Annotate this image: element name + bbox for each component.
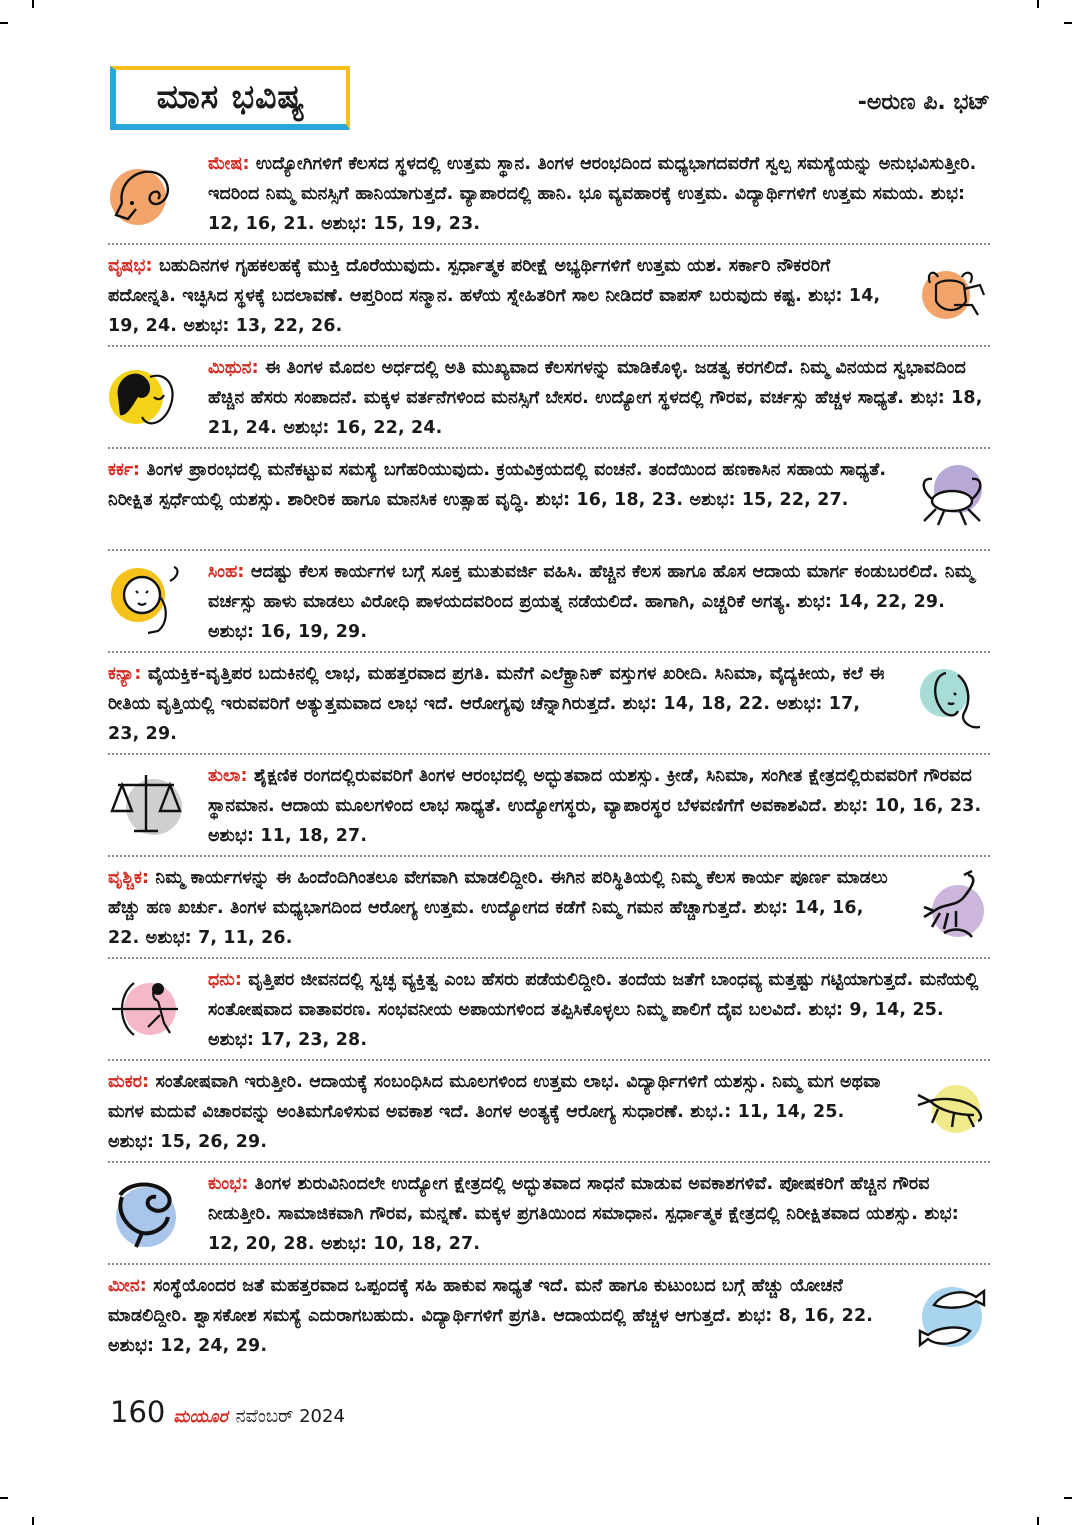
- sign-name: ಸಿಂಹ:: [208, 562, 245, 582]
- horoscope-entry-karka: [108, 449, 990, 551]
- sign-name: ವೃಷಭ:: [108, 256, 153, 276]
- crop-mark: [0, 22, 8, 24]
- sign-name: ಕುಂಭ:: [208, 1174, 249, 1194]
- sign-name: ವೃಶ್ಚಿಕ:: [108, 868, 150, 888]
- entry-text: ಬಹುದಿನಗಳ ಗೃಹಕಲಹಕ್ಕೆ ಮುಕ್ತಿ ದೊರೆಯುವುದು. ಸ್ಪರ್ಧಾತ್ಮಕ ಪರೀಕ್ಷೆ ಅಭ್ಯರ್ಥಿಗಳಿಗೆ ಉತ್ತಮ ಯಶ. ಸರ್ಕಾರಿ ನೌಕರರಿಗೆ ಪದೋನ್ನತಿ. ಇಚ್ಛಿಸಿದ ಸ್ಥಳಕ್ಕೆ ಬದಲಾವಣೆ. ಆಪ್ತರಿಂದ ಸನ್ಮಾನ. ಹಳೆಯ ಸ್ನೇಹಿತರಿಗೆ ಸಾಲ ನೀಡಿದರೆ ವಾಪಸ್ ಬರುವುದು ಕಷ್ಟ. ಶುಭ: 14, 19, 24. ಅಶುಭ: 13, 22, 26.: [108, 256, 881, 336]
- sign-name: ಧನು:: [208, 970, 242, 990]
- page-number: 160: [110, 1395, 166, 1429]
- crop-mark: [1037, 0, 1039, 8]
- sign-name: ತುಲಾ:: [208, 766, 248, 786]
- horoscope-entry-tula: [108, 755, 990, 857]
- sign-name: ಕರ್ಕ:: [108, 460, 141, 480]
- ram-icon: [108, 153, 184, 233]
- entry-text: ಶೈಕ್ಷಣಿಕ ರಂಗದಲ್ಲಿರುವವರಿಗೆ ತಿಂಗಳ ಆರಂಭದಲ್ಲಿ ಅದ್ಭುತವಾದ ಯಶಸ್ಸು. ಕ್ರೀಡೆ, ಸಿನಿಮಾ, ಸಂಗೀತ ಕ್ಷೇತ್ರದಲ್ಲಿರುವವರಿಗೆ ಗೌರವದ ಸ್ಥಾನಮಾನ. ಆದಾಯ ಮೂಲಗಳಿಂದ ಲಾಭ ಸಾಧ್ಯತೆ. ಉದ್ಯೋಗಸ್ಥರು, ವ್ಯಾಪಾರಸ್ಥರ ಬೆಳವಣಿಗೆಗೆ ಅವಕಾಶವಿದೆ. ಶುಭ: 10, 16, 23. ಅಶುಭ: 11, 18, 27.: [208, 766, 982, 846]
- entry-text: ನಿಮ್ಮ ಕಾರ್ಯಗಳನ್ನು ಈ ಹಿಂದೆಂದಿಗಿಂತಲೂ ವೇಗವಾಗಿ ಮಾಡಲಿದ್ದೀರಿ. ಈಗಿನ ಪರಿಸ್ಥಿತಿಯಲ್ಲಿ ನಿಮ್ಮ ಕೆಲಸ ಕಾರ್ಯ ಪೂರ್ಣ ಮಾಡಲು ಹೆಚ್ಚು ಹಣ ಖರ್ಚು. ತಿಂಗಳ ಮಧ್ಯಭಾಗದಿಂದ ಆರೋಗ್ಯ ಉತ್ತಮ. ಉದ್ಯೋಗದ ಕಡೆಗೆ ನಿಮ್ಮ ಗಮನ ಹೆಚ್ಚಾಗುತ್ತದೆ. ಶುಭ: 14, 16, 22. ಅಶುಭ: 7, 11, 26.: [108, 868, 888, 948]
- horoscope-entry-dhanu: [108, 959, 990, 1061]
- horoscope-list: [108, 143, 990, 1367]
- lion-icon: [108, 561, 184, 641]
- crop-mark: [32, 0, 34, 8]
- issue-month: ನವೆಂಬರ್ 2024: [235, 1406, 345, 1427]
- page-footer: [110, 1395, 345, 1429]
- scales-icon: [108, 765, 184, 845]
- horoscope-entry-simha: [108, 551, 990, 653]
- crocodile-icon: [914, 1071, 990, 1151]
- entry-text: ಆದಷ್ಟು ಕೆಲಸ ಕಾರ್ಯಗಳ ಬಗ್ಗೆ ಸೂಕ್ತ ಮುತುವರ್ಜಿ ವಹಿಸಿ. ಹೆಚ್ಚಿನ ಕೆಲಸ ಹಾಗೂ ಹೊಸ ಆದಾಯ ಮಾರ್ಗ ಕಂಡುಬರಲಿದೆ. ನಿಮ್ಮ ವರ್ಚಸ್ಸು ಹಾಳು ಮಾಡಲು ವಿರೋಧಿ ಪಾಳಯದವರಿಂದ ಪ್ರಯತ್ನ ನಡೆಯಲಿದೆ. ಹಾಗಾಗಿ, ಎಚ್ಚರಿಕೆ ಅಗತ್ಯ. ಶುಭ: 14, 22, 29. ಅಶುಭ: 16, 19, 29.: [208, 562, 974, 642]
- entry-text: ಸಂತೋಷವಾಗಿ ಇರುತ್ತೀರಿ. ಆದಾಯಕ್ಕೆ ಸಂಬಂಧಿಸಿದ ಮೂಲಗಳಿಂದ ಉತ್ತಮ ಲಾಭ. ವಿದ್ಯಾರ್ಥಿಗಳಿಗೆ ಯಶಸ್ಸು. ನಿಮ್ಮ ಮಗ ಅಥವಾ ಮಗಳ ಮದುವೆ ವಿಚಾರವನ್ನು ಅಂತಿಮಗೊಳಿಸುವ ಅವಕಾಶ ಇದೆ. ತಿಂಗಳ ಅಂತ್ಯಕ್ಕೆ ಆರೋಗ್ಯ ಸುಧಾರಣೆ. ಶುಭ.: 11, 14, 25. ಅಶುಭ: 15, 26, 29.: [108, 1072, 881, 1152]
- fish-icon: [914, 1275, 990, 1355]
- scorpion-icon: [914, 867, 990, 947]
- entry-text: ವೈಯಕ್ತಿಕ-ವೃತ್ತಿಪರ ಬದುಕಿನಲ್ಲಿ ಲಾಭ, ಮಹತ್ತರವಾದ ಪ್ರಗತಿ. ಮನೆಗೆ ಎಲೆಕ್ಟ್ರಾನಿಕ್ ವಸ್ತುಗಳ ಖರೀದಿ. ಸಿನಿಮಾ, ವೈದ್ಯಕೀಯ, ಕಲೆ ಈ ರೀತಿಯ ವೃತ್ತಿಯಲ್ಲಿ ಇರುವವರಿಗೆ ಅತ್ಯುತ್ತಮವಾದ ಲಾಭ ಇದೆ. ಆರೋಗ್ಯವು ಚೆನ್ನಾಗಿರುತ್ತದೆ. ಶುಭ: 14, 18, 22. ಅಶುಭ: 17, 23, 29.: [108, 664, 885, 744]
- horoscope-entry-meena: [108, 1265, 990, 1367]
- author-name: -ಅರುಣ ಪಿ. ಭಟ್: [857, 90, 990, 115]
- sign-name: ಮಕರ:: [108, 1072, 150, 1092]
- maiden-icon: [914, 663, 990, 743]
- magazine-name: ಮಯೂರ: [173, 1407, 228, 1427]
- crop-mark: [0, 1497, 8, 1499]
- horoscope-entry-kanya: [108, 653, 990, 755]
- entry-text: ಉದ್ಯೋಗಿಗಳಿಗೆ ಕೆಲಸದ ಸ್ಥಳದಲ್ಲಿ ಉತ್ತಮ ಸ್ಥಾನ. ತಿಂಗಳ ಆರಂಭದಿಂದ ಮಧ್ಯಭಾಗದವರೆಗೆ ಸ್ವಲ್ಪ ಸಮಸ್ಯೆಯನ್ನು ಅನುಭವಿಸುತ್ತೀರಿ. ಇದರಿಂದ ನಿಮ್ಮ ಮನಸ್ಸಿಗೆ ಹಾನಿಯಾಗುತ್ತದೆ. ವ್ಯಾಪಾರದಲ್ಲಿ ಹಾನಿ. ಭೂ ವ್ಯವಹಾರಕ್ಕೆ ಉತ್ತಮ. ವಿದ್ಯಾರ್ಥಿಗಳಿಗೆ ಉತ್ತಮ ಸಮಯ. ಶುಭ: 12, 16, 21. ಅಶುಭ: 15, 19, 23.: [208, 154, 977, 234]
- horoscope-entry-vrishabha: [108, 245, 990, 347]
- sign-name: ಮಿಥುನ:: [208, 358, 259, 378]
- crab-icon: [914, 459, 990, 539]
- crop-mark: [1037, 1517, 1039, 1525]
- water-bearer-icon: [108, 1173, 184, 1253]
- entry-text: ಸಂಸ್ಥೆಯೊಂದರ ಜತೆ ಮಹತ್ತರವಾದ ಒಪ್ಪಂದಕ್ಕೆ ಸಹಿ ಹಾಕುವ ಸಾಧ್ಯತೆ ಇದೆ. ಮನೆ ಹಾಗೂ ಕುಟುಂಬದ ಬಗ್ಗೆ ಹೆಚ್ಚು ಯೋಚನೆ ಮಾಡಲಿದ್ದೀರಿ. ಶ್ವಾಸಕೋಶ ಸಮಸ್ಯೆ ಎದುರಾಗಬಹುದು. ವಿದ್ಯಾರ್ಥಿಗಳಿಗೆ ಪ್ರಗತಿ. ಆದಾಯದಲ್ಲಿ ಹೆಚ್ಚಳ ಆಗುತ್ತದೆ. ಶುಭ: 8, 16, 22. ಅಶುಭ: 12, 24, 29.: [108, 1276, 874, 1356]
- horoscope-entry-kumbha: [108, 1163, 990, 1265]
- page-title: ಮಾಸ ಭವಿಷ್ಯ: [156, 77, 306, 116]
- sign-name: ಮೀನ:: [108, 1276, 147, 1296]
- horoscope-entry-makara: [108, 1061, 990, 1163]
- twins-icon: [108, 357, 184, 437]
- bull-icon: [914, 255, 990, 335]
- sign-name: ಕನ್ಯಾ:: [108, 664, 142, 684]
- entry-text: ವೃತ್ತಿಪರ ಜೀವನದಲ್ಲಿ ಸ್ವಚ್ಛ ವ್ಯಕ್ತಿತ್ವ ಎಂಬ ಹೆಸರು ಪಡೆಯಲಿದ್ದೀರಿ. ತಂದೆಯ ಜತೆಗೆ ಬಾಂಧವ್ಯ ಮತ್ತಷ್ಟು ಗಟ್ಟಿಯಾಗುತ್ತದೆ. ಮನೆಯಲ್ಲಿ ಸಂತೋಷವಾದ ವಾತಾವರಣ. ಸಂಭವನೀಯ ಅಪಾಯಗಳಿಂದ ತಪ್ಪಿಸಿಕೊಳ್ಳಲು ನಿಮ್ಮ ಪಾಲಿಗೆ ದೈವ ಬಲವಿದೆ. ಶುಭ: 9, 14, 25. ಅಶುಭ: 17, 23, 28.: [208, 970, 979, 1050]
- crop-mark: [1064, 1497, 1072, 1499]
- sign-name: ಮೇಷ:: [208, 154, 250, 174]
- horoscope-entry-mithuna: [108, 347, 990, 449]
- page-title-box: [110, 66, 350, 130]
- crop-mark: [1064, 22, 1072, 24]
- entry-text: ತಿಂಗಳ ಪ್ರಾರಂಭದಲ್ಲಿ ಮನೆಕಟ್ಟುವ ಸಮಸ್ಯೆ ಬಗೆಹರಿಯುವುದು. ಕ್ರಯವಿಕ್ರಯದಲ್ಲಿ ವಂಚನೆ. ತಂದೆಯಿಂದ ಹಣಕಾಸಿನ ಸಹಾಯ ಸಾಧ್ಯತೆ. ನಿರೀಕ್ಷಿತ ಸ್ಪರ್ಧೆಯಲ್ಲಿ ಯಶಸ್ಸು. ಶಾರೀರಿಕ ಹಾಗೂ ಮಾನಸಿಕ ಉತ್ಸಾಹ ವೃದ್ಧಿ. ಶುಭ: 16, 18, 23. ಅಶುಭ: 15, 22, 27.: [108, 460, 887, 510]
- entry-text: ತಿಂಗಳ ಶುರುವಿನಿಂದಲೇ ಉದ್ಯೋಗ ಕ್ಷೇತ್ರದಲ್ಲಿ ಅದ್ಭುತವಾದ ಸಾಧನೆ ಮಾಡುವ ಅವಕಾಶಗಳಿವೆ. ಪೋಷಕರಿಗೆ ಹೆಚ್ಚಿನ ಗೌರವ ನೀಡುತ್ತೀರಿ. ಸಾಮಾಜಿಕವಾಗಿ ಗೌರವ, ಮನ್ನಣೆ. ಮಕ್ಕಳ ಪ್ರಗತಿಯಿಂದ ಸಮಾಧಾನ. ಸ್ಪರ್ಧಾತ್ಮಕ ಕ್ಷೇತ್ರದಲ್ಲಿ ನಿರೀಕ್ಷಿತವಾದ ಯಶಸ್ಸು. ಶುಭ: 12, 20, 28. ಅಶುಭ: 10, 18, 27.: [208, 1174, 959, 1254]
- archer-icon: [108, 969, 184, 1049]
- entry-text: ಈ ತಿಂಗಳ ಮೊದಲ ಅರ್ಧದಲ್ಲಿ ಅತಿ ಮುಖ್ಯವಾದ ಕೆಲಸಗಳನ್ನು ಮಾಡಿಕೊಳ್ಳಿ. ಜಡತ್ವ ಕರಗಲಿದೆ. ನಿಮ್ಮ ವಿನಯದ ಸ್ವಭಾವದಿಂದ ಹೆಚ್ಚಿನ ಹೆಸರು ಸಂಪಾದನೆ. ಮಕ್ಕಳ ವರ್ತನೆಗಳಿಂದ ಮನಸ್ಸಿಗೆ ಬೇಸರ. ಉದ್ಯೋಗ ಸ್ಥಳದಲ್ಲಿ ಗೌರವ, ವರ್ಚಸ್ಸು ಹೆಚ್ಚಳ ಸಾಧ್ಯತೆ. ಶುಭ: 18, 21, 24. ಅಶುಭ: 16, 22, 24.: [208, 358, 983, 438]
- horoscope-entry-vrischika: [108, 857, 990, 959]
- horoscope-entry-mesha: [108, 143, 990, 245]
- crop-mark: [32, 1517, 34, 1525]
